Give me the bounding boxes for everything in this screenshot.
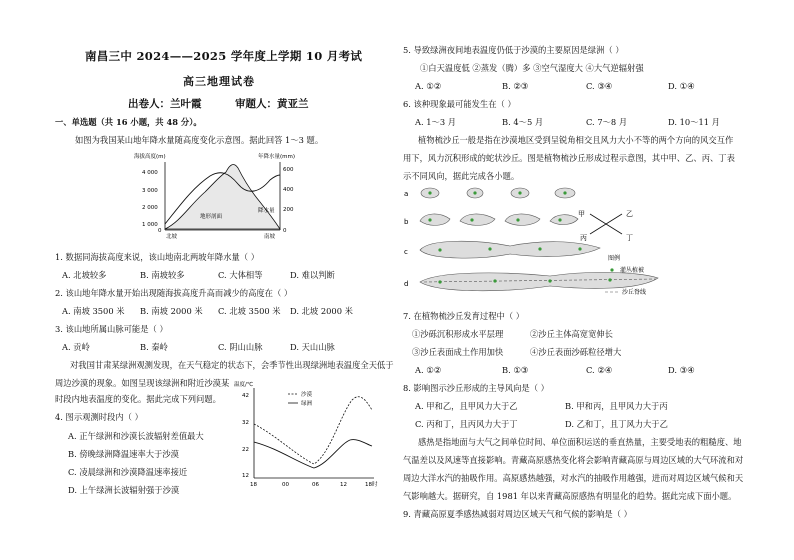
q2-option-d[interactable]: D. 北坡 2000 米 — [290, 306, 353, 316]
fig1-ylabel-right: 年降水量(mm) — [258, 154, 296, 160]
q7-item-4: ④沙丘表面沙砾粒径增大 — [530, 347, 622, 357]
q5-items: ①白天温度低 ②蒸发（腾）多 ③空气湿度大 ④大气逆辐射强 — [420, 63, 644, 73]
fig1-right-tick: 0 — [283, 228, 287, 234]
q1-stem: 1. 数据同海拔高度来说，该山地南北两坡年降水量（ ） — [55, 252, 260, 262]
intro-q4-6-line2: 周边沙漠的现象。如图呈现该绿洲和附近沙漠某 — [55, 378, 230, 388]
intro-q1-3: 如图为我国某山地年降水量随高度变化示意图。据此回答 1～3 题。 — [75, 135, 324, 145]
q1-option-a[interactable]: A. 北坡较多 — [62, 270, 107, 280]
fig2-ylabel: 温度/℃ — [234, 382, 254, 388]
q6-option-d[interactable]: D. 10～11 月 — [668, 117, 720, 127]
q5-option-b[interactable]: B. ②③ — [502, 81, 529, 91]
intro-q4-6-line1: 对我国甘肃某绿洲观测发现，在天气稳定的状态下，会季节性出现绿洲地表温度全天低于 — [70, 360, 394, 370]
fig2-legend-desert: 沙漠 — [301, 392, 313, 398]
intro-q9-line1: 感热是指地面与大气之间单位时间、单位面积运送的垂直热量，主要受地表的粗糙度、地 — [418, 437, 742, 447]
fig1-right-tick: 600 — [283, 167, 294, 173]
wind-yi: 乙 — [626, 210, 633, 218]
intro-q7-8-line3: 示不同风向，据此完成各小题。 — [403, 171, 520, 181]
fig2-ytick: 12 — [242, 473, 249, 479]
q5-option-c[interactable]: C. ③④ — [586, 81, 613, 91]
fig1-x-north: 北坡 — [166, 234, 178, 240]
fig2-xtick: 00 — [282, 482, 289, 488]
q6-option-a[interactable]: A. 1～3 月 — [415, 117, 457, 127]
q6-option-b[interactable]: B. 4～5 月 — [502, 117, 544, 127]
q7-stem: 7. 在植物梳沙丘发育过程中（ ） — [403, 311, 525, 321]
q5-option-a[interactable]: A. ①② — [415, 81, 442, 91]
reviewer-label: 审题人：黄亚兰 — [235, 98, 309, 110]
q3-option-a[interactable]: A. 贡岭 — [62, 342, 90, 352]
q7-option-a[interactable]: A. ①② — [415, 365, 442, 375]
q4-option-d[interactable]: D. 上午绿洲长波辐射强于沙漠 — [68, 485, 180, 495]
shrub-legend-icon — [610, 268, 613, 271]
q6-stem: 6. 该种现象最可能发生在（ ） — [403, 99, 516, 109]
q5-option-d[interactable]: D. ①④ — [668, 81, 695, 91]
q2-option-b[interactable]: B. 南坡 2000 米 — [140, 306, 203, 316]
q3-stem: 3. 该山地所属山脉可能是（ ） — [55, 324, 168, 334]
q8-stem: 8. 影响图示沙丘形成的主导风向是（ ） — [403, 383, 549, 393]
fig2-xtick: 12 — [340, 482, 347, 488]
q3-option-b[interactable]: B. 秦岭 — [140, 342, 168, 352]
q7-item-2: ②沙丘主体高宽宽伸长 — [530, 329, 613, 339]
fig1-left-tick: 4 000 — [142, 170, 158, 176]
comb-dune-figure — [400, 186, 680, 308]
q3-option-d[interactable]: D. 天山山脉 — [290, 342, 335, 352]
fig1-left-tick: 2 000 — [142, 205, 158, 211]
fig2-ytick: 42 — [242, 393, 249, 399]
q8-option-b[interactable]: B. 甲和丙，且甲风力大于丙 — [565, 401, 668, 411]
q3-option-c[interactable]: C. 阴山山脉 — [218, 342, 263, 352]
precipitation-altitude-figure — [120, 150, 305, 240]
wind-direction-diagram — [578, 210, 633, 242]
terrain-profile — [165, 165, 280, 229]
q4-option-a[interactable]: A. 正午绿洲和沙漠长波辐射差值最大 — [68, 431, 204, 441]
exam-title: 南昌三中 2024——2025 学年度上学期 10 月考试 — [85, 49, 363, 63]
intro-q9-line4: 气影响越大。据研究，自 1981 年以来青藏高原感热有明显化的趋势。据此完成下面小题。 — [403, 491, 737, 501]
q8-option-d[interactable]: D. 乙和丁，且丁风力大于乙 — [565, 419, 668, 429]
author-label: 出卷人：兰叶霞 — [128, 98, 202, 110]
q7-item-3: ③沙丘表面成土作用加快 — [412, 347, 504, 357]
temperature-figure — [232, 378, 382, 490]
fig2-xtick: 18 — [250, 482, 257, 488]
dune-row-c — [420, 241, 600, 258]
q7-option-b[interactable]: B. ①③ — [502, 365, 529, 375]
desert-curve — [254, 397, 372, 464]
q2-option-c[interactable]: C. 北坡 3500 米 — [218, 306, 281, 316]
wind-jia: 甲 — [578, 210, 585, 218]
fig2-legend-oasis: 绿洲 — [301, 401, 313, 407]
dune-row-b — [420, 214, 578, 225]
fig1-ylabel-left: 海拔高度(m) — [134, 154, 166, 160]
q4-option-b[interactable]: B. 傍晚绿洲降温速率大于沙漠 — [68, 449, 179, 459]
legend-ridge: 沙丘脊线 — [622, 289, 647, 296]
fig2-ytick: 32 — [242, 420, 249, 426]
fig1-right-tick: 200 — [283, 207, 294, 213]
fig1-label-precip: 降水量 — [258, 208, 275, 214]
q1-option-c[interactable]: C. 大体相等 — [218, 270, 263, 280]
fig3-label-c: c — [404, 248, 408, 256]
q2-stem: 2. 该山地年降水量开始出现随海拔高度升高而减少的高度在（ ） — [55, 288, 293, 298]
fig1-left-tick: 1 000 — [142, 222, 158, 228]
q4-stem: 4. 图示观测时段内（ ） — [55, 412, 143, 422]
fig3-label-d: d — [404, 280, 409, 288]
wind-ding: 丁 — [626, 234, 633, 242]
dune-row-a — [421, 188, 575, 198]
intro-q7-8-line2: 用下，风力沉积形成的蛇状沙丘。图是植物梳沙丘形成过程示意图，其中甲、乙、丙、丁表 — [403, 153, 735, 163]
q7-option-c[interactable]: C. ②④ — [586, 365, 613, 375]
q7-item-1: ①沙砾沉积形成水平层理 — [412, 329, 504, 339]
fig1-x-south: 南坡 — [264, 234, 276, 240]
q1-option-b[interactable]: B. 南坡较多 — [140, 270, 185, 280]
fig3-label-a: a — [404, 190, 409, 198]
fig1-left-tick: 0 — [158, 228, 162, 234]
q8-option-c[interactable]: C. 丙和丁，且丙风力大于丁 — [415, 419, 518, 429]
intro-q7-8-line1: 植物梳沙丘一般是指在沙漠地区受到呈锐角相交且风力大小不等的两个方向的风交互作 — [418, 135, 734, 145]
fig2-xtick: 18时 — [365, 482, 378, 488]
exam-subtitle: 高三地理试卷 — [183, 75, 255, 88]
wind-bing: 丙 — [580, 234, 587, 242]
q5-stem: 5. 导致绿洲夜间地表温度仍低于沙漠的主要原因是绿洲（ ） — [403, 45, 624, 55]
intro-q9-line2: 气温差以及风速等直接影响。青藏高原感热变化将会影响青藏高原与周边区域的大气环流和对 — [403, 455, 744, 465]
fig3-label-b: b — [404, 218, 409, 226]
q1-option-d[interactable]: D. 难以判断 — [290, 270, 335, 280]
legend-title: 图例 — [608, 255, 621, 262]
fig1-left-tick: 3 000 — [142, 188, 158, 194]
q8-option-a[interactable]: A. 甲和乙，且甲风力大于乙 — [415, 401, 518, 411]
intro-q4-6-line3: 时段内地表温度的变化。据此完成下列问题。 — [55, 394, 221, 404]
q6-option-c[interactable]: C. 7～8 月 — [586, 117, 628, 127]
fig2-ytick: 22 — [242, 447, 249, 453]
fig1-right-tick: 400 — [283, 187, 294, 193]
q2-option-a[interactable]: A. 南坡 3500 米 — [62, 306, 125, 316]
section-heading: 一、单选题（共 16 小题，共 48 分）。 — [55, 117, 202, 127]
fig1-label-profile: 地形剖面 — [200, 214, 223, 220]
q7-option-d[interactable]: D. ③④ — [668, 365, 695, 375]
q4-option-c[interactable]: C. 凌晨绿洲和沙漠降温速率接近 — [68, 467, 188, 477]
q9-stem: 9. 青藏高原夏季感热减弱对周边区域天气和气候的影响是（ ） — [403, 509, 632, 519]
legend-shrub: 灌丛植被 — [620, 267, 645, 274]
fig2-xtick: 06 — [312, 482, 319, 488]
intro-q9-line3: 周边大洋水汽的抽吸作用。高原感热越强，对水汽的抽吸作用越强，进而对周边区域气候和天 — [403, 473, 744, 483]
